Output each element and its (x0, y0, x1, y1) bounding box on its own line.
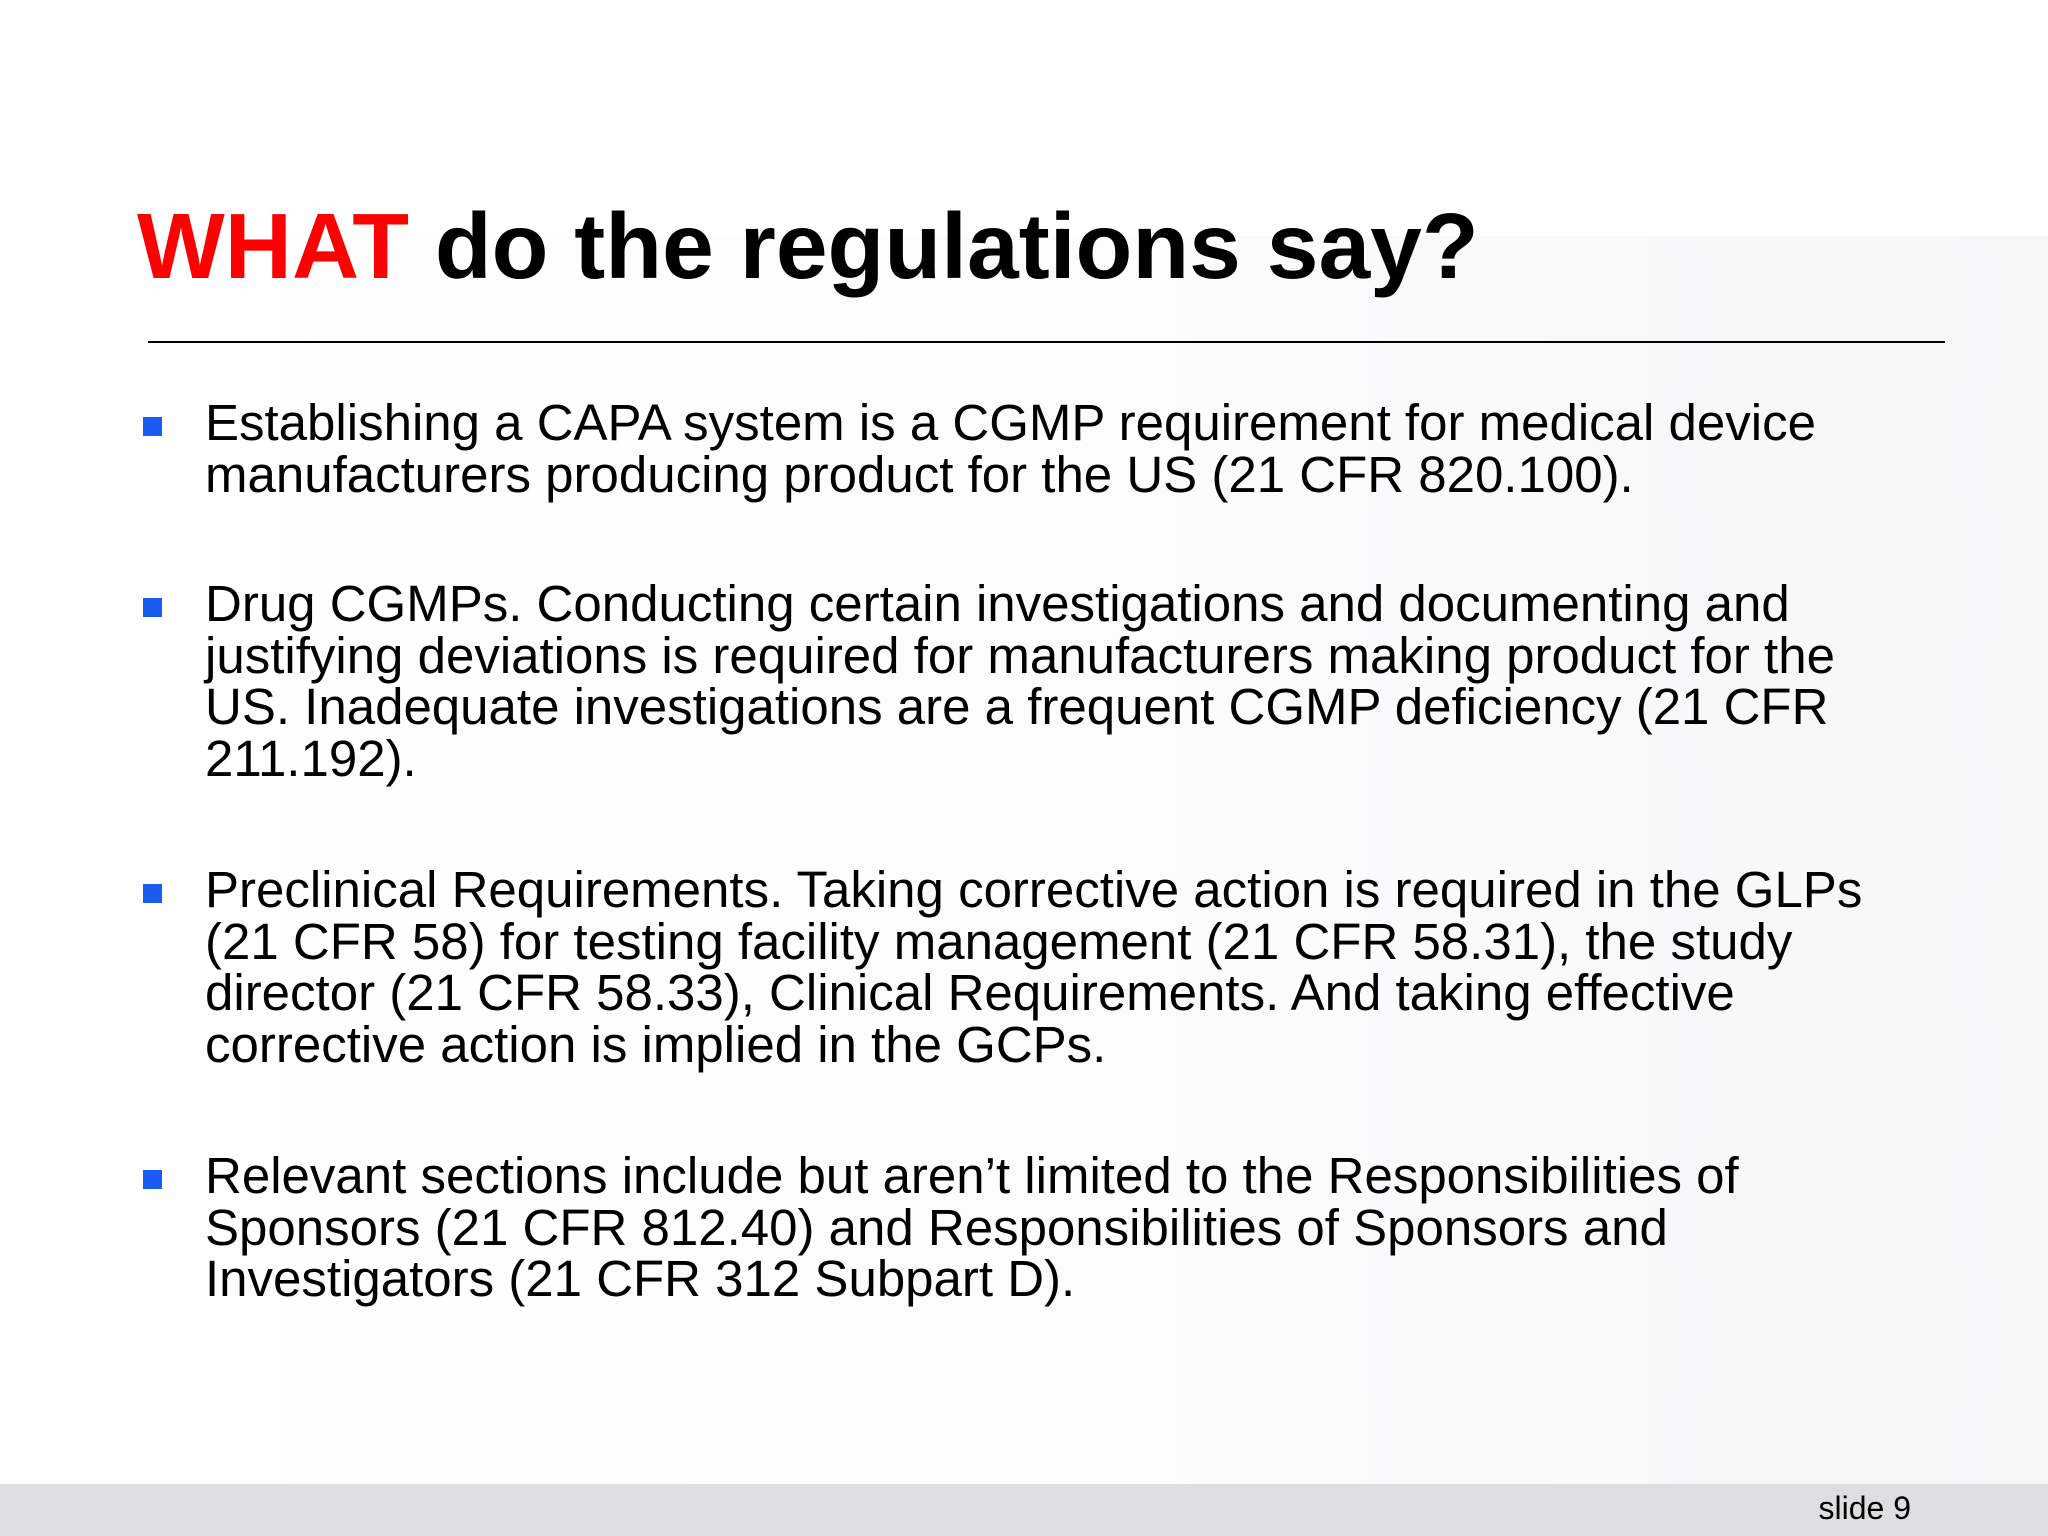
square-bullet-icon (143, 598, 162, 617)
title-rest: do the regulations say? (409, 194, 1479, 298)
bullet-text: Preclinical Requirements. Taking corrective action is required in the GLPs (21 CFR 58) for testing facility management (21 CFR 58.31), the study director (21 CFR 58.33), Clinical Requirements. And taking effective corrective action is implied in the GCPs. (205, 861, 1863, 1073)
title-divider (148, 341, 1945, 343)
slide-number: slide 9 (1818, 1490, 1911, 1526)
bullet-text: Drug CGMPs. Conducting certain investigations and documenting and justifying deviations is required for manufacturers making product for the US. Inadequate investigations are a frequent CGMP deficiency (21 CFR 211.192). (205, 575, 1835, 787)
title-accent-word: WHAT (137, 194, 410, 298)
square-bullet-icon (143, 1170, 162, 1189)
bullet-text: Establishing a CAPA system is a CGMP requirement for medical device manufacturers producing product for the US (21 CFR 820.100). (205, 394, 1816, 503)
footer-bar (0, 1484, 2048, 1536)
square-bullet-icon (143, 417, 162, 436)
square-bullet-icon (143, 884, 162, 903)
slide-title (137, 196, 1479, 296)
bullet-text: Relevant sections include but aren’t limited to the Responsibilities of Sponsors (21 CFR 812.40) and Responsibilities of Sponsors and Investigators (21 CFR 312 Subpart D). (205, 1147, 1739, 1307)
